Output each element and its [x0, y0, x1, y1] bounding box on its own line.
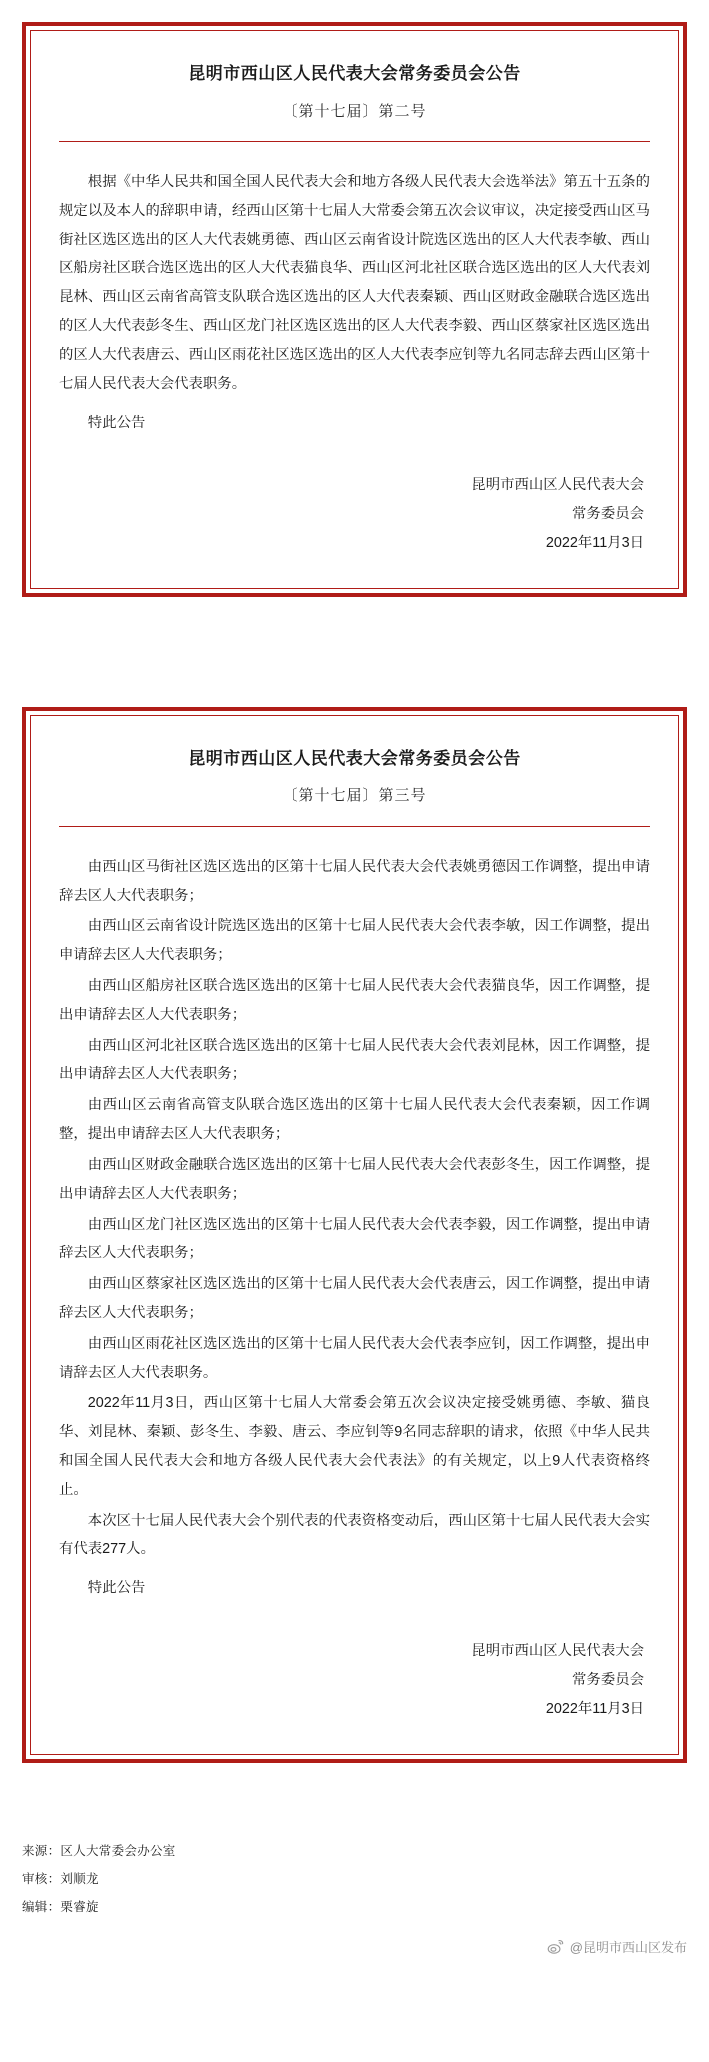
weibo-credit: [0, 1937, 687, 1956]
announcement-inner-no3: [30, 715, 679, 1755]
body-paragraph: 由西山区云南省设计院选区选出的区第十七届人民代表大会代表李敏，因工作调整，提出申请辞去区人大代表职务；: [59, 918, 650, 964]
signature-committee: 常务委员会: [572, 506, 644, 523]
weibo-icon: [546, 1937, 565, 1956]
editor-line: 编辑：栗睿旋: [22, 1899, 99, 1914]
closing-statement: 特此公告: [87, 414, 146, 431]
signature-date: 2022年11月3日: [545, 534, 644, 551]
body-paragraph: 由西山区马街社区选区选出的区第十七届人民代表大会代表姚勇德因工作调整，提出申请辞去区人大代表职务；: [59, 858, 650, 904]
signature-organization: 昆明市西山区人民代表大会: [471, 477, 644, 494]
body-paragraph: 由西山区云南省高管支队联合选区选出的区第十七届人民代表大会代表秦颖，因工作调整，提出申请辞去区人大代表职务；: [59, 1097, 650, 1143]
body-paragraph: 由西山区河北社区联合选区选出的区第十七届人民代表大会代表刘昆林，因工作调整，提出申请辞去区人大代表职务；: [59, 1037, 650, 1083]
body-paragraph: 由西山区财政金融联合选区选出的区第十七届人民代表大会代表彭冬生，因工作调整，提出申请辞去区人大代表职务；: [59, 1156, 650, 1202]
signature-committee: 常务委员会: [572, 1671, 644, 1688]
body-paragraph: 2022年11月3日，西山区第十七届人大常委会第五次会议决定接受姚勇德、李敏、猫良华、刘昆林、秦颖、彭冬生、李毅、唐云、李应钊等9名同志辞职的请求，依照《中华人民共和国全国人民代表大会和地方各级人民代表大会代表法》的有关规定，以上9人代表资格终止。: [59, 1395, 650, 1498]
announcement-card-no2: [22, 22, 687, 597]
body-paragraph: 根据《中华人民共和国全国人民代表大会和地方各级人民代表大会选举法》第五十五条的规定以及本人的辞职申请，经西山区第十七届人大常委会第五次会议审议，决定接受西山区马街社区选区选出的区人大代表姚勇德、西山区云南省设计院选区选出的区人大代表李敏、西山区船房社区联合选区选出的区人大代表猫良华、西山区河北社区联合选区选出的区人大代表刘昆林、西山区云南省高管支队联合选区选出的区人大代表秦颖、西山区财政金融联合选区选出的区人大代表彭冬生、西山区龙门社区选区选出的区人大代表李毅、西山区蔡家社区选区选出的区人大代表唐云、西山区雨花社区选区选出的区人大代表李应钊等九名同志辞去西山区第十七届人民代表大会代表职务。: [59, 174, 650, 392]
body-paragraph: 由西山区船房社区联合选区选出的区第十七届人民代表大会代表猫良华，因工作调整，提出申请辞去区人大代表职务；: [59, 978, 650, 1023]
top-spacer: [0, 0, 709, 22]
signature-organization: 昆明市西山区人民代表大会: [471, 1643, 644, 1660]
body-paragraph: 由西山区雨花社区选区选出的区第十七届人民代表大会代表李应钊，因工作调整，提出申请辞去区人大代表职务。: [59, 1335, 650, 1381]
page-title: 昆明市西山区人民代表大会常务委员会公告: [188, 748, 521, 768]
title-divider: [59, 141, 650, 142]
signature-block: [59, 471, 650, 557]
signature-date: 2022年11月3日: [545, 1700, 644, 1717]
body-paragraph: 本次区十七届人民代表大会个别代表的代表资格变动后，西山区第十七届人民代表大会实有代表277人。: [59, 1512, 650, 1558]
footer-metadata: [22, 1837, 687, 1921]
body-paragraph: 由西山区龙门社区选区选出的区第十七届人民代表大会代表李毅，因工作调整，提出申请辞去区人大代表职务；: [59, 1216, 650, 1262]
document-number: 〔第十七届〕第二号: [282, 102, 427, 120]
signature-block: [59, 1637, 650, 1723]
announcement-inner-no2: [30, 30, 679, 589]
document-gap: [0, 597, 709, 707]
title-divider: [59, 826, 650, 827]
source-line: 来源：区人大常委会办公室: [22, 1843, 176, 1858]
weibo-handle: @昆明市西山区发布: [569, 1939, 687, 1955]
reviewer-line: 审核：刘顺龙: [22, 1871, 99, 1886]
page-title: 昆明市西山区人民代表大会常务委员会公告: [188, 64, 521, 83]
document-number: 〔第十七届〕第三号: [282, 787, 427, 805]
closing-statement: 特此公告: [87, 1580, 146, 1597]
announcement-card-no3: [22, 707, 687, 1763]
body-paragraph: 由西山区蔡家社区选区选出的区第十七届人民代表大会代表唐云，因工作调整，提出申请辞去区人大代表职务；: [59, 1276, 650, 1321]
